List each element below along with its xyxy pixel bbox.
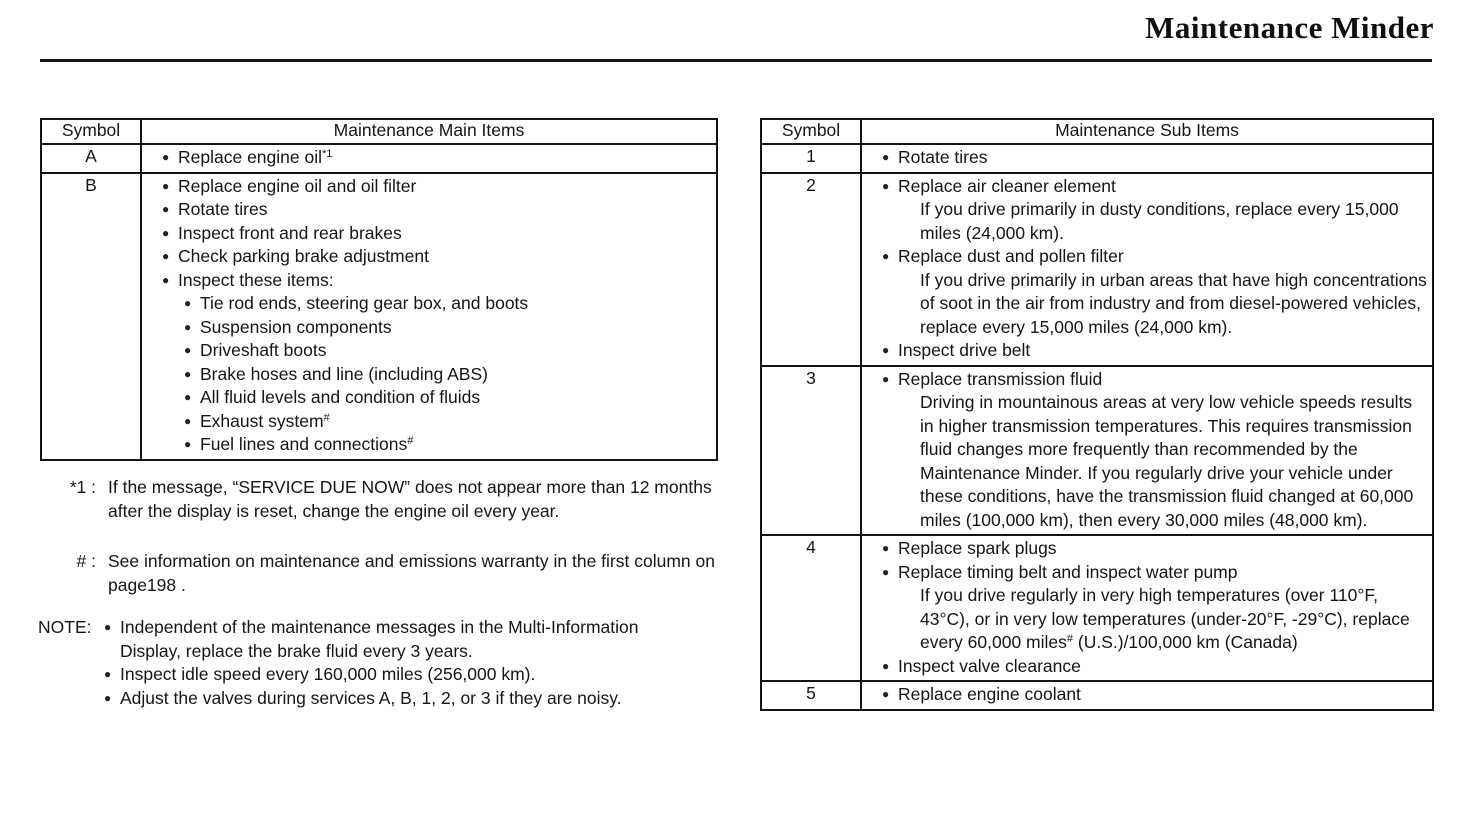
items-cell	[861, 681, 1433, 710]
item-text: Replace timing belt and inspect water pump	[898, 561, 1238, 582]
note-section	[38, 616, 678, 710]
item-text: Tie rod ends, steering gear box, and boots	[200, 293, 529, 313]
item-text: Replace engine oil and oil filter	[178, 175, 417, 196]
note-item	[104, 663, 678, 687]
bullet-icon: ●	[162, 202, 170, 216]
maintenance-item	[882, 146, 1428, 170]
note-label: NOTE:	[38, 617, 92, 637]
item-text: Fuel lines and connections#	[200, 434, 414, 454]
symbol-column-header: Symbol	[41, 119, 141, 144]
bullet-icon: ●	[882, 658, 890, 673]
maintenance-item	[162, 198, 712, 222]
bullet-icon: ●	[162, 225, 170, 240]
symbol-cell: 5	[761, 681, 861, 710]
items-cell	[861, 173, 1433, 366]
superscript-marker: *1	[322, 148, 333, 160]
symbol-cell: 4	[761, 535, 861, 681]
note-item-text: Inspect idle speed every 160,000 miles (256,000 km).	[120, 664, 536, 684]
symbol-column-header: Symbol	[761, 119, 861, 144]
items-cell	[141, 144, 717, 173]
item-text: If you drive primarily in urban areas that have high concentrations of soot in the air from industry and from diesel-powered vehicles, replace every 15,000 miles (24,000 km).	[920, 269, 1427, 337]
item-text: Replace engine coolant	[898, 684, 1081, 704]
item-text: Replace spark plugs	[898, 538, 1057, 558]
note-item	[104, 687, 678, 711]
bullet-icon: ●	[162, 272, 170, 287]
item-text: Rotate tires	[898, 147, 988, 167]
maintenance-item	[882, 561, 1428, 585]
bullet-icon: ●	[162, 178, 170, 193]
maintenance-item	[162, 386, 712, 410]
item-note	[882, 391, 1428, 532]
item-note	[882, 584, 1428, 655]
maintenance-item	[882, 245, 1428, 269]
superscript-marker: #	[407, 435, 414, 447]
sub-items-column-header: Maintenance Sub Items	[861, 119, 1433, 144]
footnotes-section	[40, 476, 752, 624]
symbol-cell: B	[41, 173, 141, 460]
item-text: If you drive primarily in dusty conditions, replace every 15,000 miles (24,000 km).	[920, 199, 1399, 243]
footnote-hash	[40, 550, 752, 597]
symbol-cell: 1	[761, 144, 861, 173]
item-text: Replace transmission fluid	[898, 368, 1103, 389]
sub-table-body	[761, 144, 1433, 710]
item-text: Inspect these items:	[178, 269, 334, 290]
bullet-icon: ●	[104, 620, 112, 634]
symbol-cell: A	[41, 144, 141, 173]
bullet-icon: ●	[184, 390, 192, 404]
table-row	[761, 535, 1433, 681]
maintenance-item	[882, 368, 1428, 392]
maintenance-item	[162, 146, 712, 170]
maintenance-item	[882, 537, 1428, 561]
footnote-text: If the message, “SERVICE DUE NOW” does not appear more than 12 months after the display is reset, change the engine oil every year.	[108, 477, 712, 521]
title-rule	[40, 59, 1432, 62]
superscript-marker: #	[323, 411, 330, 424]
items-cell	[141, 173, 717, 460]
maintenance-item	[162, 363, 712, 387]
table-row	[761, 144, 1433, 173]
maintenance-item	[882, 175, 1428, 199]
maintenance-item	[162, 339, 712, 363]
item-text: Replace engine oil$^{*1}$	[178, 147, 333, 167]
item-note	[882, 198, 1428, 245]
table-header-row	[761, 119, 1433, 144]
item-text: Exhaust system#	[200, 410, 330, 431]
maintenance-sub-items-table	[760, 118, 1434, 711]
note-items	[104, 616, 678, 710]
maintenance-item	[162, 316, 712, 340]
item-text: Check parking brake adjustment	[178, 246, 429, 266]
note-item	[104, 616, 678, 663]
bullet-icon: ●	[184, 343, 192, 357]
bullet-icon: ●	[184, 366, 192, 381]
bullet-icon: ●	[184, 319, 192, 334]
table-row	[761, 681, 1433, 710]
page-title: Maintenance Minder	[1145, 10, 1434, 45]
table-row	[761, 173, 1433, 366]
item-text: Replace dust and pollen filter	[898, 246, 1124, 266]
item-text: All fluid levels and condition of fluids	[200, 387, 481, 407]
table-header-row	[41, 119, 717, 144]
note-item-text: Independent of the maintenance messages in the Multi-Information Display, replace the brake fluid every 3 years.	[120, 617, 639, 661]
maintenance-item	[162, 175, 712, 199]
item-text: Inspect front and rear brakes	[178, 222, 402, 243]
note-item-text: Adjust the valves during services A, B, 1, 2, or 3 if they are noisy.	[120, 687, 622, 708]
item-text: Driving in mountainous areas at very low vehicle speeds results in higher transmission temperatures. This requires transmission fluid changes more frequently than recommended by the Maintenance Minder. If you regularly drive your vehicle under these conditions, have the transmission fluid changed at 60,000 miles (100,000 km), then every 30,000 miles (48,000 km).	[920, 392, 1414, 530]
footnote-asterisk-1	[40, 476, 752, 523]
item-text: Driveshaft boots	[200, 340, 327, 360]
bullet-icon: ●	[882, 371, 890, 386]
footnote-marker: # :	[76, 551, 96, 571]
item-text: Replace air cleaner element	[898, 175, 1116, 196]
item-text: If you drive regularly in very high temperatures (over 110°F, 43°C), or in very low temperatures (under-20°F, -29°C), replace every 60,000 miles# (U.S.)/100,000 km (Canada)	[920, 585, 1410, 652]
bullet-icon: ●	[104, 667, 112, 681]
bullet-icon: ●	[184, 413, 192, 428]
superscript-marker: #	[1066, 633, 1074, 645]
bullet-icon: ●	[184, 437, 192, 451]
table-row	[761, 366, 1433, 536]
table-row	[41, 144, 717, 173]
bullet-icon: ●	[882, 178, 890, 193]
items-cell	[861, 144, 1433, 173]
item-text: Brake hoses and line (including ABS)	[200, 363, 488, 384]
table-row	[41, 173, 717, 460]
symbol-cell: 2	[761, 173, 861, 366]
maintenance-item	[162, 222, 712, 246]
footnote-text: See information on maintenance and emissions warranty in the first column on page198 .	[108, 551, 715, 595]
item-text: Inspect valve clearance	[898, 655, 1081, 676]
maintenance-main-items-table	[40, 118, 718, 461]
symbol-cell: 3	[761, 366, 861, 536]
maintenance-item	[882, 655, 1428, 679]
maintenance-item	[162, 292, 712, 316]
bullet-icon: ●	[162, 150, 170, 164]
item-note	[882, 269, 1428, 340]
main-table-body	[41, 144, 717, 460]
bullet-icon: ●	[882, 541, 890, 555]
bullet-icon: ●	[882, 150, 890, 164]
items-cell	[861, 366, 1433, 536]
bullet-icon: ●	[882, 249, 890, 263]
maintenance-item	[162, 410, 712, 434]
item-text: Suspension components	[200, 316, 392, 337]
maintenance-item	[882, 683, 1428, 707]
bullet-icon: ●	[882, 343, 890, 357]
footnote-marker: *1 :	[69, 477, 96, 497]
bullet-icon: ●	[184, 296, 192, 310]
bullet-icon: ●	[882, 564, 890, 579]
item-text: Inspect drive belt	[898, 340, 1031, 360]
maintenance-item	[162, 269, 712, 293]
maintenance-item	[882, 339, 1428, 363]
bullet-icon: ●	[104, 690, 112, 705]
maintenance-item	[162, 433, 712, 457]
item-text: Rotate tires	[178, 199, 268, 219]
main-items-column-header: Maintenance Main Items	[141, 119, 717, 144]
bullet-icon: ●	[162, 249, 170, 263]
maintenance-item	[162, 245, 712, 269]
items-cell	[861, 535, 1433, 681]
bullet-icon: ●	[882, 687, 890, 701]
